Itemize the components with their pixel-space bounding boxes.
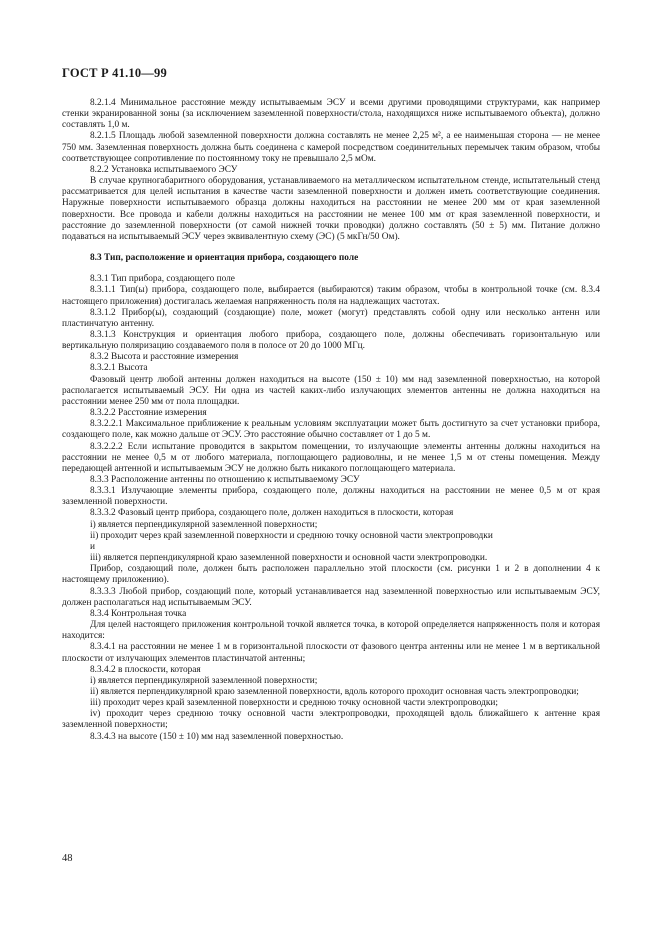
paragraph: 8.3.1.1 Тип(ы) прибора, создающего поле, выбирается (выбираются) таким образом, чтобы в контрольной точке (см. 8.3.4 настоящего приложения) достигалась желаемая напряженность поля на надлежащих частотах.: [62, 285, 600, 307]
subsection-heading: 8.3.4 Контрольная точка: [90, 608, 187, 619]
subsection-heading: 8.3.1 Тип прибора, создающего поле: [90, 274, 235, 285]
list-item: iii) является перпендикулярной краю заземленной поверхности и основной части электропроводки.: [90, 553, 488, 564]
subsection-heading: 8.3.2.2 Расстояние измерения: [90, 408, 207, 419]
paragraph: 8.3.2.2.2 Если испытание проводится в закрытом помещении, то излучающие элементы антенны должны находиться на расстоянии не менее 0,5 м от любого материала, поглощающего радиоволны, и не менее 1,5 м от стены помещения. Между передающей антенной и испытываемым ЭСУ не должно быть никакого поглощающего материала.: [62, 441, 600, 474]
subsection-heading: 8.3.3 Расположение антенны по отношению к испытываемому ЭСУ: [90, 475, 360, 485]
paragraph: 8.3.1.3 Конструкция и ориентация любого прибора, создающего поле, должны обеспечивать горизонтальную или вертикальную поляризацию создаваемого поля в полосе от 20 до 1000 МГц.: [62, 329, 600, 352]
section-heading: 8.3 Тип, расположение и ориентация прибора, создающего поле: [90, 253, 359, 264]
paragraph: 8.3.3.3 Любой прибор, создающий поле, который устанавливается над заземленной поверхностью или испытываемым ЭСУ, должен располагаться над испытываемым ЭСУ.: [62, 586, 600, 608]
paragraph: Прибор, создающий поле, должен быть расположен параллельно этой плоскости (см. рисунки 1 и 2 в дополнении 4 к настоящему приложению).: [62, 564, 600, 586]
paragraph: 8.3.4.2 в плоскости, которая: [90, 664, 201, 675]
paragraph: 8.3.4.1 на расстоянии не менее 1 м в горизонтальной плоскости от фазового центра антенны или не менее 1 м в вертикальной плоскости от излучающих элементов пластинчатой антенны;: [62, 642, 600, 664]
subsection-heading: 8.2.2 Установка испытываемого ЭСУ: [90, 164, 238, 175]
list-item: i) является перпендикулярной заземленной поверхности;: [90, 519, 318, 530]
paragraph: 8.2.1.5 Площадь любой заземленной поверхности должна составлять не менее 2,25 м², а ее наименьшая сторона — не менее 750 мм. Заземленная поверхность должна быть соединена с камерой посредством соединительных перемычек таким образом, чтобы соответствующее сопротивление по постоянному току не превышало 2,5 мОм.: [62, 131, 600, 164]
paragraph: 8.3.3.2 Фазовый центр прибора, создающего поле, должен находиться в плоскости, которая: [90, 508, 454, 519]
page-number: 48: [62, 853, 73, 864]
list-conjunction: и: [90, 541, 96, 552]
paragraph: Фазовый центр любой антенны должен находиться на высоте (150 ± 10) мм над заземленной поверхностью, на которой располагается испытываемый ЭСУ. Ни одна из частей каких-либо излучающих элементов антенны не должна находиться на расстоянии менее 250 мм от пола площадки.: [62, 374, 600, 407]
list-item: iv) проходит через среднюю точку основной части электропроводки, проходящей вдоль ближайшего к антенне края заземленной поверхности;: [62, 709, 600, 731]
subsection-heading: 8.3.2 Высота и расстояние измерения: [90, 352, 239, 363]
paragraph: 8.3.2.2.1 Максимальное приближение к реальным условиям эксплуатации может быть достигнуто за счет установки прибора, создающего поле, как можно дальше от ЭСУ. Это расстояние обычно составляет от 1 до 5 м.: [62, 419, 600, 441]
list-item: ii) проходит через край заземленной поверхности и среднюю точку основной части электропроводки: [90, 530, 493, 541]
paragraph: 8.3.1.2 Прибор(ы), создающий (создающие) поле, может (могут) представлять собой одну или несколько антенн или пластинчатую антенну.: [62, 307, 600, 329]
document-body: [62, 98, 600, 743]
list-item: i) является перпендикулярной заземленной поверхности;: [90, 675, 318, 686]
paragraph: 8.2.1.4 Минимальное расстояние между испытываемым ЭСУ и всеми другими проводящими структурами, как например стенки экранированной зоны (за исключением заземленной поверхности/стола, находящихся ниже испытываемого объекта), должно составлять 1,0 м.: [62, 98, 600, 131]
list-item: ii) является перпендикулярной краю заземленной поверхности, вдоль которого проходит основная часть электропроводки;: [90, 686, 579, 697]
paragraph: В случае крупногабаритного оборудования, устанавливаемого на металлическом испытательном стенде, испытательный стенд рассматривается для целей испытания в качестве части заземленной поверхности и должен иметь соответствующие соединения. Наружные поверхности испытываемого образца должны находиться на расстоянии не менее 200 мм от края заземленной поверхности. Все провода и кабели должны находиться на расстоянии не менее 100 мм от края заземленной поверхности, и расстояние до заземленной поверхности (от самой нижней точки проводки) должно составлять (50 ± 5) мм. Питание должно подаваться на испытываемый ЭСУ через эквивалентную схему (ЭС) (5 мкГн/50 Ом).: [62, 176, 600, 242]
subsection-heading: 8.3.2.1 Высота: [90, 363, 148, 374]
paragraph: 8.3.3.1 Излучающие элементы прибора, создающего поле, должны находиться на расстоянии не менее 0,5 м от края заземленной поверхности.: [62, 486, 600, 508]
document-header: ГОСТ Р 41.10—99: [62, 66, 167, 80]
list-item: iii) проходит через край заземленной поверхности и среднюю точку основной части электропроводки;: [90, 698, 499, 709]
paragraph: 8.3.4.3 на высоте (150 ± 10) мм над заземленной поверхностью.: [90, 731, 344, 742]
paragraph: Для целей настоящего приложения контрольной точкой является точка, в которой определяется напряженность поля и которая находится:: [62, 620, 600, 642]
